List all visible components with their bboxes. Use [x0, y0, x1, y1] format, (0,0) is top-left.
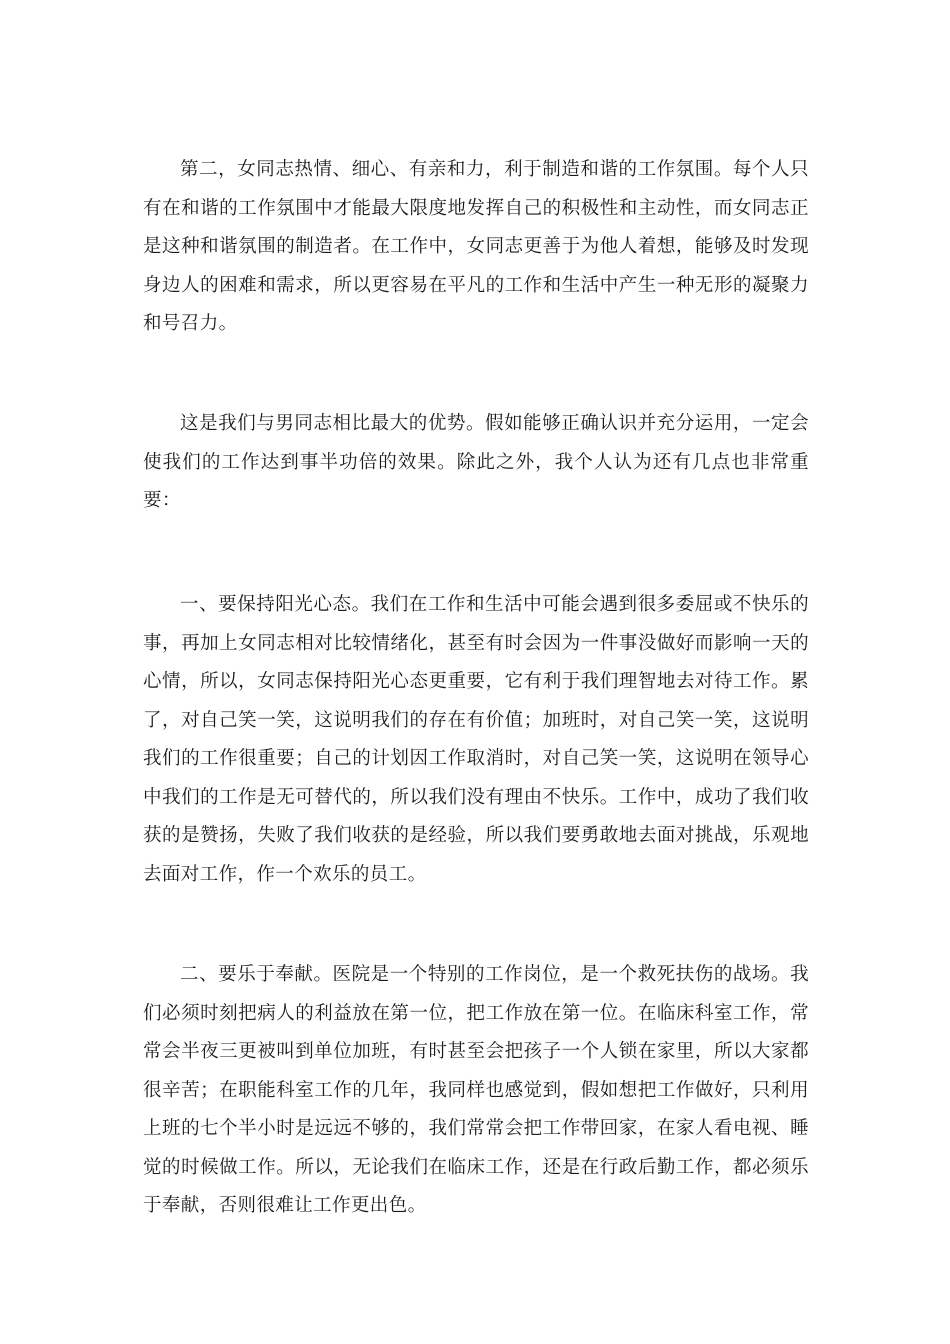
paragraph-sunny-attitude: 一、要保持阳光心态。我们在工作和生活中可能会遇到很多委屈或不快乐的事，再加上女同志相对比较情绪化，甚至有时会因为一件事没做好而影响一天的心情，所以，女同志保持阳光心态更重要，它有利于我们理智地去对待工作。累了，对自己笑一笑，这说明我们的存在有价值；加班时，对自己笑一笑，这说明我们的工作很重要；自己的计划因工作取消时，对自己笑一笑，这说明在领导心中我们的工作是无可替代的，所以我们没有理由不快乐。工作中，成功了我们收获的是赞扬，失败了我们收获的是经验，所以我们要勇敢地去面对挑战，乐观地去面对工作，作一个欢乐的员工。	[143, 594, 809, 885]
paragraph-second-point: 第二，女同志热情、细心、有亲和力，利于制造和谐的工作氛围。每个人只有在和谐的工作氛围中才能最大限度地发挥自己的积极性和主动性，而女同志正是这种和谐氛围的制造者。在工作中，女同志更善于为他人着想，能够及时发现身边人的困难和需求，所以更容易在平凡的工作和生活中产生一种无形的凝聚力和号召力。	[143, 159, 809, 334]
paragraph-advantage-summary: 这是我们与男同志相比最大的优势。假如能够正确认识并充分运用，一定会使我们的工作达到事半功倍的效果。除此之外，我个人认为还有几点也非常重要：	[143, 413, 809, 511]
paragraph-dedication: 二、要乐于奉献。医院是一个特别的工作岗位，是一个救死扶伤的战场。我们必须时刻把病人的利益放在第一位，把工作放在第一位。在临床科室工作，常常会半夜三更被叫到单位加班，有时甚至会把孩子一个人锁在家里，所以大家都很辛苦；在职能科室工作的几年，我同样也感觉到，假如想把工作做好，只利用上班的七个半小时是远远不够的，我们常常会把工作带回家，在家人看电视、睡觉的时候做工作。所以，无论我们在临床工作，还是在行政后勤工作，都必须乐于奉献，否则很难让工作更出色。	[143, 964, 809, 1216]
